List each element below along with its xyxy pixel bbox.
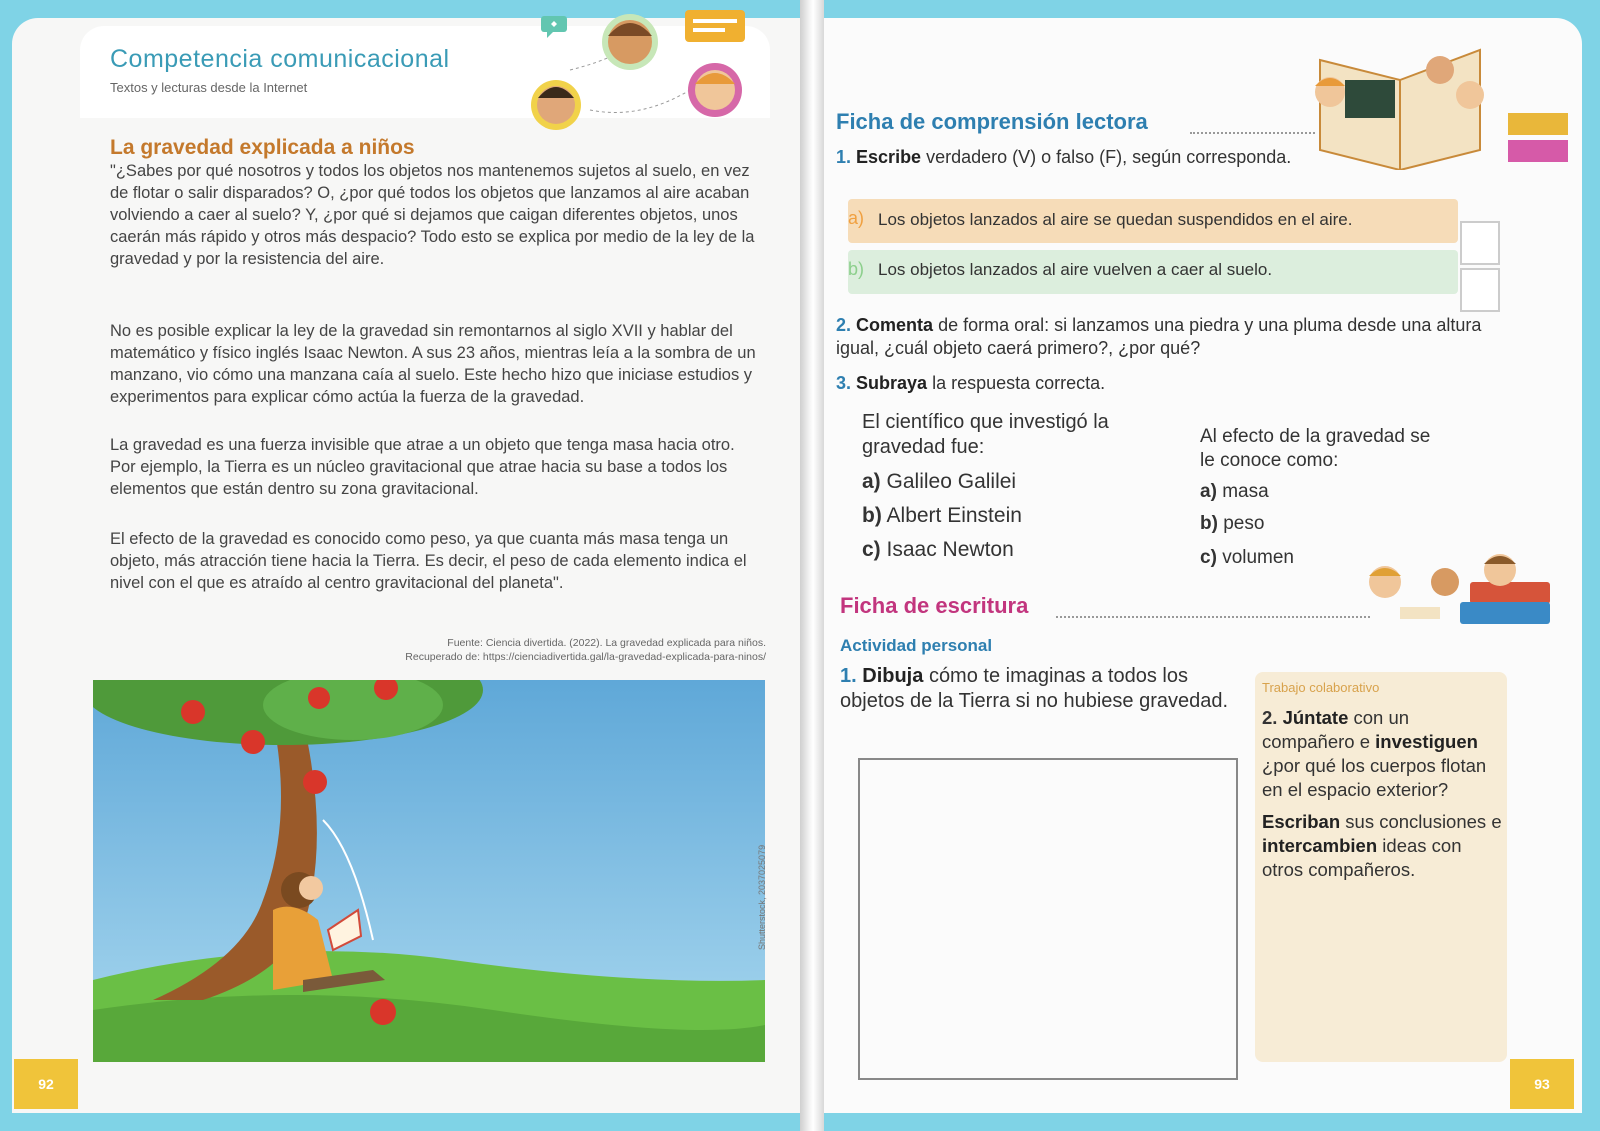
article-source	[300, 636, 766, 664]
article-title: La gravedad explicada a niños	[110, 136, 415, 159]
q3-right-c-letter: c)	[1200, 547, 1217, 568]
q1-verb: Escribe	[856, 147, 922, 167]
section-subtitle: Textos y lecturas desde la Internet	[110, 80, 308, 95]
w1-verb: Dibuja	[862, 665, 924, 687]
w2-text-1: con un compañero e	[1262, 707, 1410, 752]
article-paragraph-3: La gravedad es una fuerza invisible que atrae a un objeto que tenga masa hacia otro. Por ejemplo, la Tierra es un núcleo gravitacional que atrae hacia su base a todos los elementos que están dentro su zona gravitacional.	[110, 436, 735, 498]
article-paragraph-4: El efecto de la gravedad es conocido como peso, ya que cuanta más masa tenga un objeto, más atracción tiene hacia la Tierra. Es decir, el peso de cada elemento indica el nivel con el que es atraído al centro gravitacional del planeta".	[110, 530, 747, 592]
right-stripe-yellow	[1508, 113, 1568, 135]
q3-left-option-b[interactable]	[862, 504, 1022, 527]
q3-right-c-text: volumen	[1222, 547, 1295, 568]
q2-number: 2.	[836, 315, 852, 335]
q1-text: verdadero (V) o falso (F), según corresponda.	[926, 147, 1292, 167]
activity-label: Actividad personal	[840, 636, 993, 655]
image-credit: Shutterstock, 2037025079	[757, 844, 767, 950]
escritura-title: Ficha de escritura	[840, 593, 1029, 618]
q1-number: 1.	[836, 147, 852, 167]
q3-left-option-a[interactable]	[862, 470, 1016, 493]
w2-verb-4: intercambien	[1262, 835, 1378, 856]
q3-right-a-letter: a)	[1200, 481, 1217, 502]
q3-left-b-letter: b)	[862, 504, 882, 527]
q3-right-prompt: Al efecto de la gravedad se le conoce como:	[1200, 426, 1431, 471]
apple-tree-illustration	[93, 680, 765, 1062]
q3-text: la respuesta correcta.	[932, 373, 1106, 393]
title-dots-2	[1056, 616, 1370, 618]
q3-right-b-text: peso	[1223, 513, 1265, 534]
q1-option-a-letter: a)	[848, 208, 865, 228]
w1-number: 1.	[840, 665, 857, 687]
q3-left-prompt: El científico que investigó la gravedad fue:	[862, 411, 1109, 458]
comprension-title: Ficha de comprensión lectora	[836, 109, 1148, 134]
book-gutter	[800, 0, 824, 1131]
q3-right-a-text: masa	[1222, 481, 1269, 502]
writing-question-1	[840, 664, 1230, 714]
q1-option-b-letter: b)	[848, 259, 865, 279]
w2-text-2: ¿por qué los cuerpos flotan en el espacio exterior?	[1262, 755, 1487, 800]
w2-text-3: sus conclusiones e	[1345, 811, 1502, 832]
title-dots-1	[1190, 132, 1315, 134]
q3-left-b-text: Albert Einstein	[886, 504, 1022, 527]
q3-right-b-letter: b)	[1200, 513, 1218, 534]
question-1	[836, 146, 1406, 169]
source-line-2: Recuperado de: https://cienciadivertida.gal/la-gravedad-explicada-para-ninos/	[405, 651, 766, 663]
w2-verb-2: investiguen	[1375, 731, 1478, 752]
article-paragraph-1: "¿Sabes por qué nosotros y todos los objetos nos mantenemos sujetos al suelo, en vez de flotar o salir disparados? O, ¿por qué todos los objetos que lanzamos al aire acaban volviendo a caer al suelo? Y, ¿por qué si dejamos que caigan diferentes objetos, unos caerán más rápido y otros más despacio? Todo esto se explica por medio de la ley de la gravedad y por la resistencia del aire.	[110, 162, 755, 268]
page-number-left: 92	[14, 1059, 78, 1109]
q1-option-a-checkbox[interactable]	[1460, 221, 1500, 265]
chat-bubble-icon	[541, 16, 567, 38]
q3-right-option-c[interactable]	[1200, 546, 1294, 569]
q1-option-a-text: Los objetos lanzados al aire se quedan suspendidos en el aire.	[878, 210, 1353, 229]
q1-option-b-text: Los objetos lanzados al aire vuelven a caer al suelo.	[878, 260, 1273, 279]
page-number-right: 93	[1510, 1059, 1574, 1109]
question-2	[836, 314, 1496, 360]
q3-left-option-c[interactable]	[862, 538, 1014, 561]
q1-option-b-checkbox[interactable]	[1460, 268, 1500, 312]
w2-number: 2.	[1262, 707, 1278, 728]
article-paragraph-2: No es posible explicar la ley de la gravedad sin remontarnos al siglo XVII y hablar del matemático y físico inglés Isaac Newton. A sus 23 años, mientras leía a la sombra de un manzano, vio cómo una manzana caía al suelo. Este hecho hizo que iniciase estudios y experimentos para explicar cómo actúa la fuerza de la gravedad.	[110, 322, 756, 406]
section-title: Competencia comunicacional	[110, 45, 450, 73]
q2-verb: Comenta	[856, 315, 934, 335]
w1-text: cómo te imaginas a todos los objetos de la Tierra si no hubiese gravedad.	[840, 665, 1229, 712]
q3-right-option-a[interactable]	[1200, 480, 1269, 503]
collab-tag: Trabajo colaborativo	[1262, 680, 1380, 695]
q3-left-c-letter: c)	[862, 538, 881, 561]
q3-left-a-letter: a)	[862, 470, 881, 493]
q3-left-a-text: Galileo Galilei	[886, 470, 1017, 493]
drawing-area[interactable]	[858, 758, 1238, 1080]
q3-number: 3.	[836, 373, 852, 393]
source-line-1: Fuente: Ciencia divertida. (2022). La gravedad explicada para niños.	[447, 637, 766, 649]
w2-verb-3: Escriban	[1262, 811, 1341, 832]
question-3	[836, 372, 1436, 395]
w2-text-4: ideas con otros compañeros.	[1262, 835, 1462, 880]
writing-question-2	[1262, 706, 1502, 882]
q3-left-c-text: Isaac Newton	[886, 538, 1014, 561]
q3-right-option-b[interactable]	[1200, 512, 1264, 535]
q3-verb: Subraya	[856, 373, 928, 393]
w2-verb-1: Júntate	[1282, 707, 1349, 728]
right-stripe-pink	[1508, 140, 1568, 162]
kids-books-decoration	[1360, 552, 1570, 637]
q2-text: de forma oral: si lanzamos una piedra y una pluma desde una altura igual, ¿cuál objeto caerá primero?, ¿por qué?	[836, 315, 1482, 358]
